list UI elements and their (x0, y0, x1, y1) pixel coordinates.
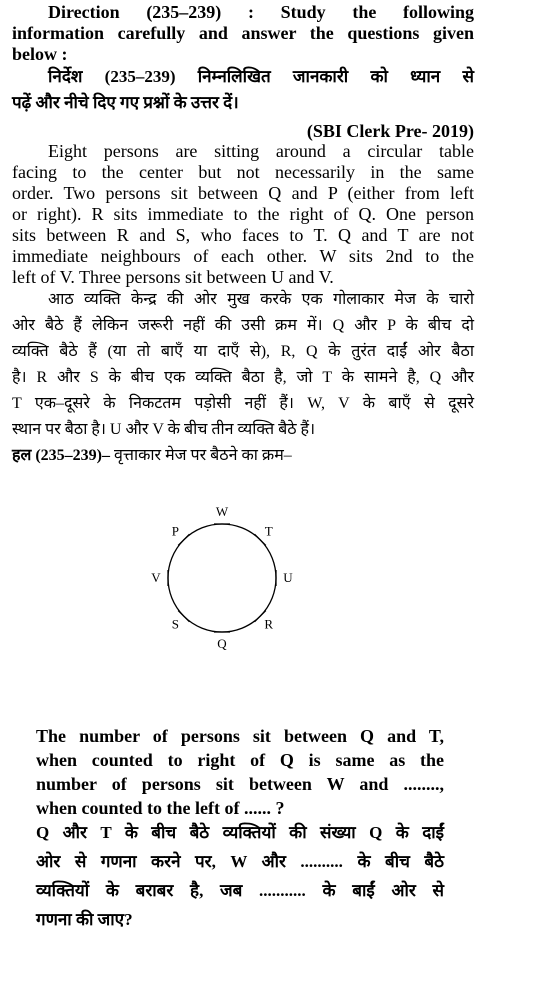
passage-line: Eight persons are sitting around a circular table (48, 141, 474, 161)
passage-hindi-line: स्थान पर बैठा है। U और V के बीच तीन व्यक्ति बैठे हैं। (12, 421, 316, 438)
direction-line: information carefully and answer the questions given (12, 23, 474, 43)
question-hindi-line: Q और T के बीच बैठे व्यक्तियों की संख्या Q के दाईं (36, 823, 444, 842)
solution-text: वृत्ताकार मेज पर बैठने का क्रम– (114, 447, 292, 464)
question-hindi-line: ओर से गणना करने पर, W और .......... के बीच बैठे (36, 852, 444, 871)
passage-line: left of V. Three persons sit between U and V. (12, 267, 334, 287)
passage-hindi-line: व्यक्ति बैठे हैं (या तो बाएँ या दाएँ से), R, Q के तुरंत दाईं ओर बैठा (12, 343, 474, 360)
passage-hindi-line: ओर बैठे हैं लेकिन जरूरी नहीं की उसी क्रम में। Q और P के बीच दो (12, 317, 474, 334)
passage-hindi (12, 287, 474, 443)
seat-label: R (264, 616, 274, 632)
exam-source: (SBI Clerk Pre- 2019) (306, 121, 474, 141)
question-line: The number of persons sit between Q and T, (36, 726, 444, 746)
seating-diagram (140, 500, 310, 660)
seat-label: T (264, 523, 273, 539)
seat-label: S (171, 616, 179, 632)
direction-hindi (12, 64, 474, 116)
passage-line: or right). R sits immediate to the right of Q. One person (12, 204, 474, 224)
question-line: when counted to the left of ...... ? (36, 798, 285, 818)
direction-line: Direction (235–239) : Study the following (48, 2, 474, 22)
question-english (36, 724, 444, 820)
solution-heading-line (12, 443, 474, 469)
seat-label: V (151, 570, 161, 585)
passage-hindi-line: है। R और S के बीच एक व्यक्ति बैठा है, जो T के सामने है, Q और (12, 369, 474, 386)
question-hindi-line: गणना की जाए? (36, 910, 133, 929)
passage-line: facing to the center but not necessarily in the same (12, 162, 474, 182)
solution-heading: हल (235–239)– (12, 447, 111, 464)
passage-line: order. Two persons sit between Q and P (either from left (12, 183, 474, 203)
question-hindi (36, 818, 444, 934)
seat-label: Q (217, 636, 227, 651)
seat-tick (178, 611, 189, 622)
seat-label: W (215, 504, 229, 519)
passage-english (12, 141, 474, 288)
direction-hindi-line: निर्देश (235–239) निम्नलिखित जानकारी को ध्यान से (48, 67, 474, 86)
passage-hindi-line: T एक–दूसरे के निकटतम पड़ोसी नहीं हैं। W, V के बाएँ से दूसरे (12, 395, 474, 412)
passage-line: sits between R and S, who faces to T. Q and T are not (12, 225, 474, 245)
question-line: number of persons sit between W and ........, (36, 774, 444, 794)
question-line: when counted to right of Q is same as the (36, 750, 444, 770)
direction-english (12, 2, 474, 65)
direction-hindi-line: पढ़ें और नीचे दिए गए प्रश्नों के उत्तर दें। (12, 93, 239, 112)
passage-line: immediate neighbours of each other. W sits 2nd to the (12, 246, 474, 266)
seat-marks (151, 504, 293, 651)
seat-label: P (171, 523, 179, 539)
question-hindi-line: व्यक्तियों के बराबर है, जब ........... के बाईं ओर से (36, 881, 444, 900)
passage-hindi-line: आठ व्यक्ति केन्द्र की ओर मुख करके एक गोलाकार मेज के चारो (48, 291, 474, 308)
seat-tick (178, 534, 189, 545)
direction-line: below : (12, 44, 68, 64)
seat-label: U (283, 570, 293, 585)
